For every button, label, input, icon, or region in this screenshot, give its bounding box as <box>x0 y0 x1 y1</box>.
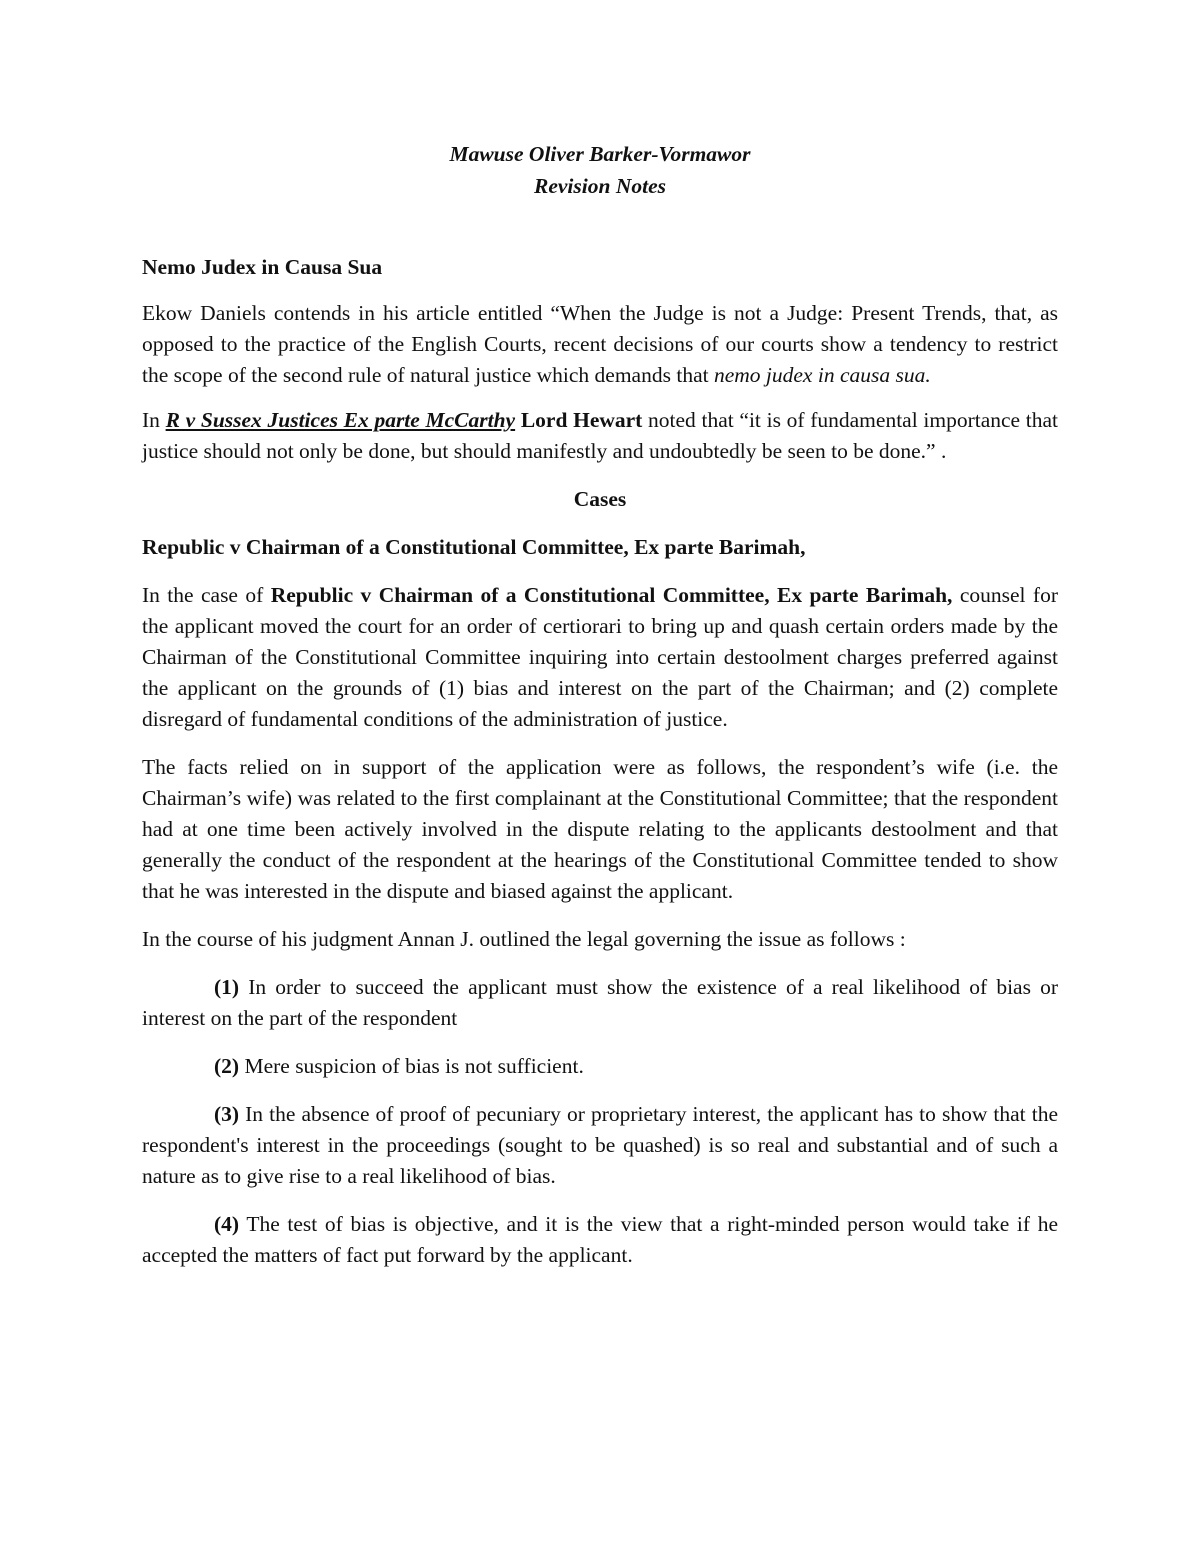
rule-text: In the absence of proof of pecuniary or proprietary interest, the applicant has to show that the respondent's interest in the proceedings (sought to be quashed) is so real and substantial and of such a nature as to give rise to a real likelihood of bias. <box>142 1102 1058 1188</box>
section-title: Nemo Judex in Causa Sua <box>142 255 383 279</box>
intro-latin-maxim: nemo judex in causa sua. <box>713 363 931 387</box>
rule-number: (1) <box>214 975 240 999</box>
rule-number: (4) <box>214 1212 240 1236</box>
judge-name: Lord Hewart <box>520 408 643 432</box>
intro-text: Ekow Daniels contends in his article entitled “When the Judge is not a Judge: Present Trends, that, as opposed to the practice of the English Courts, recent decisions of our courts show a tendency to restrict the scope of the second rule of natural justice which demands that <box>142 301 1058 387</box>
intro-paragraph <box>142 298 1058 391</box>
hewart-post: noted that “it is of fundamental importance that justice should not only be done, but should manifestly and undoubtedly be seen to be done.” . <box>142 408 1059 463</box>
case-title: Republic v Chairman of a Constitutional Committee, Ex parte Barimah, <box>142 535 806 559</box>
rule-number: (2) <box>214 1054 240 1078</box>
cases-heading: Cases <box>573 487 627 511</box>
barimah-paragraph <box>142 580 1058 735</box>
rule-text: The test of bias is objective, and it is the view that a right-minded person would take if he accepted the matters of fact put forward by the applicant. <box>142 1212 1058 1267</box>
document-subtitle: Revision Notes <box>534 174 666 198</box>
rule-text: Mere suspicion of bias is not sufficient. <box>239 1054 584 1078</box>
case-reference-sussex: R v Sussex Justices Ex parte McCarthy <box>165 408 516 432</box>
barimah-post: counsel for the applicant moved the court for an order of certiorari to bring up and quash certain orders made by the Chairman of the Constitutional Committee inquiring into certain destoolment charges preferred against the applicant on the grounds of (1) bias and interest on the part of the Chairman; and (2) complete disregard of fundamental conditions of the administration of justice. <box>142 583 1058 731</box>
rule-text: In order to succeed the applicant must show the existence of a real likelihood of bias or interest on the part of the respondent <box>142 975 1058 1030</box>
case-reference-barimah: Republic v Chairman of a Constitutional Committee, Ex parte Barimah, <box>270 583 953 607</box>
rule-item <box>142 1209 1058 1271</box>
hewart-paragraph <box>142 405 1058 467</box>
rule-item <box>142 1051 1058 1082</box>
document-page <box>142 138 1058 1271</box>
author-name: Mawuse Oliver Barker-Vormawor <box>449 142 751 166</box>
rule-item <box>142 972 1058 1034</box>
barimah-pre: In the case of <box>142 583 271 607</box>
document-header <box>142 138 1058 202</box>
judgment-paragraph: In the course of his judgment Annan J. outlined the legal governing the issue as follows : <box>142 927 906 951</box>
hewart-pre: In <box>142 408 166 432</box>
rule-number: (3) <box>214 1102 240 1126</box>
rule-item <box>142 1099 1058 1192</box>
facts-paragraph: The facts relied on in support of the application were as follows, the respondent’s wife (i.e. the Chairman’s wife) was related to the first complainant at the Constitutional Committee; that the respondent had at one time been actively involved in the dispute relating to the applicants destoolment and that generally the conduct of the respondent at the hearings of the Constitutional Committee tended to show that he was interested in the dispute and biased against the applicant. <box>142 755 1058 903</box>
